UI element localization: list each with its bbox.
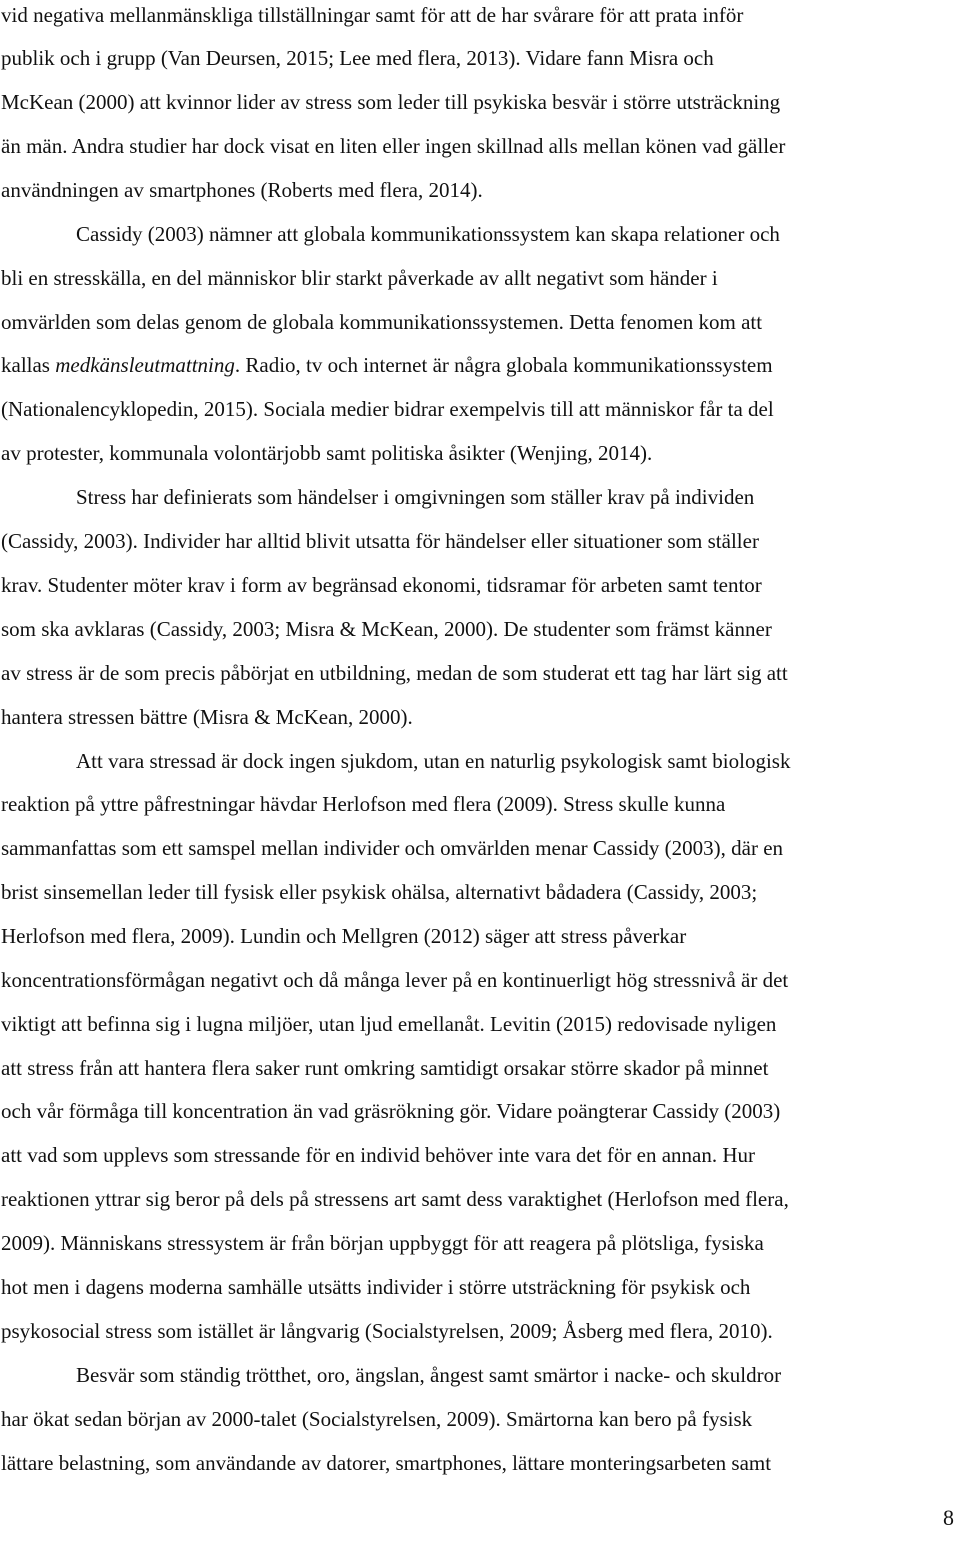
text-line-13: (Cassidy, 2003). Individer har alltid blivit utsatta för händelser eller situationer som ställer	[1, 529, 759, 553]
text-line-26: och vår förmåga till koncentration än vad gräsrökning gör. Vidare poängterar Cassidy (2003)	[1, 1099, 781, 1123]
text-line-4: än män. Andra studier har dock visat en liten eller ingen skillnad alls mellan könen vad gäller	[1, 134, 786, 158]
text-line-25: att stress från att hantera flera saker runt omkring samtidigt orsakar större skador på minnet	[1, 1056, 769, 1080]
text-line-6: Cassidy (2003) nämner att globala kommunikationssystem kan skapa relationer och	[76, 222, 780, 246]
italic-term: medkänsleutmattning	[55, 353, 235, 377]
text-line-8: omvärlden som delas genom de globala kommunikationssystemen. Detta fenomen kom att	[1, 310, 763, 334]
text-line-29: 2009). Människans stressystem är från början uppbyggt för att reagera på plötsliga, fysiska	[1, 1231, 764, 1255]
text-line-33: har ökat sedan början av 2000-talet (Socialstyrelsen, 2009). Smärtorna kan bero på fysisk	[1, 1407, 753, 1431]
text-line-9-before: kallas	[1, 353, 56, 377]
text-line-22: Herlofson med flera, 2009). Lundin och Mellgren (2012) säger att stress påverkar	[1, 924, 687, 948]
text-line-31: psykosocial stress som istället är långvarig (Socialstyrelsen, 2009; Åsberg med flera, 2010).	[1, 1319, 773, 1343]
text-line-24: viktigt att befinna sig i lugna miljöer, utan ljud emellanåt. Levitin (2015) redovisade nyligen	[1, 1012, 777, 1036]
text-line-1: vid negativa mellanmänskliga tillställningar samt för att de har svårare för att prata inför	[1, 3, 744, 27]
text-line-10: (Nationalencyklopedin, 2015). Sociala medier bidrar exempelvis till att människor får ta del	[1, 397, 774, 421]
text-line-18: Att vara stressad är dock ingen sjukdom, utan en naturlig psykologisk samt biologisk	[76, 749, 791, 773]
text-line-27: att vad som upplevs som stressande för en individ behöver inte vara det för en annan. Hur	[1, 1143, 756, 1167]
text-line-19: reaktion på yttre påfrestningar hävdar Herlofson med flera (2009). Stress skulle kunna	[1, 792, 726, 816]
page-number: 8	[943, 1505, 954, 1530]
text-line-15: som ska avklaras (Cassidy, 2003; Misra & McKean, 2000). De studenter som främst känner	[1, 617, 772, 641]
text-line-20: sammanfattas som ett samspel mellan individer och omvärlden menar Cassidy (2003), där en	[1, 836, 784, 860]
text-line-11: av protester, kommunala volontärjobb samt politiska åsikter (Wenjing, 2014).	[1, 441, 653, 465]
text-line-28: reaktionen yttrar sig beror på dels på stressens art samt dess varaktighet (Herlofson med flera,	[1, 1187, 789, 1211]
text-line-7: bli en stresskälla, en del människor blir starkt påverkade av allt negativt som händer i	[1, 266, 718, 290]
text-line-5: användningen av smartphones (Roberts med flera, 2014).	[1, 178, 483, 202]
text-line-9	[1, 351, 773, 379]
text-line-21: brist sinsemellan leder till fysisk eller psykisk ohälsa, alternativt bådadera (Cassidy, 2003;	[1, 880, 758, 904]
text-line-2: publik och i grupp (Van Deursen, 2015; Lee med flera, 2013). Vidare fann Misra och	[1, 46, 714, 70]
text-line-14: krav. Studenter möter krav i form av begränsad ekonomi, tidsramar för arbeten samt tentor	[1, 573, 762, 597]
text-line-12: Stress har definierats som händelser i omgivningen som ställer krav på individen	[76, 485, 755, 509]
text-line-34: lättare belastning, som användande av datorer, smartphones, lättare monteringsarbeten samt	[1, 1451, 772, 1475]
text-line-17: hantera stressen bättre (Misra & McKean, 2000).	[1, 705, 413, 729]
text-line-3: McKean (2000) att kvinnor lider av stress som leder till psykiska besvär i större utsträckning	[1, 90, 781, 114]
text-line-30: hot men i dagens moderna samhälle utsätts individer i större utsträckning för psykisk och	[1, 1275, 751, 1299]
text-line-32: Besvär som ständig trötthet, oro, ängslan, ångest samt smärtor i nacke- och skuldror	[76, 1363, 782, 1387]
text-line-23: koncentrationsförmågan negativt och då många lever på en kontinuerligt hög stressnivå är det	[1, 968, 789, 992]
text-line-16: av stress är de som precis påbörjat en utbildning, medan de som studerat ett tag har lärt sig att	[1, 661, 788, 685]
text-line-9-after: . Radio, tv och internet är några globala kommunikationssystem	[234, 353, 773, 377]
